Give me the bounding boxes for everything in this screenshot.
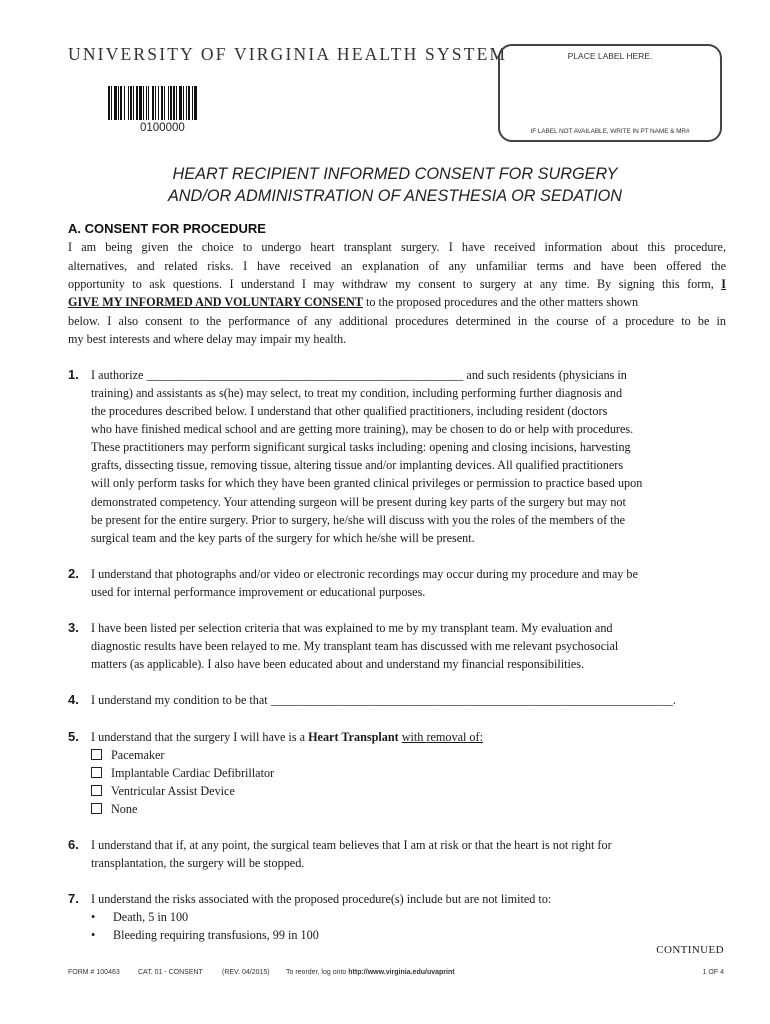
risk-bullet xyxy=(91,908,188,926)
item-number: 5. xyxy=(68,729,79,744)
bullet-icon: • xyxy=(91,928,96,942)
removal-option-label: Pacemaker xyxy=(111,748,165,762)
removal-option[interactable] xyxy=(91,746,164,764)
continued-label: CONTINUED xyxy=(656,944,724,956)
condition-line[interactable]: I understand my condition to be that __________________________________________________________________. xyxy=(91,693,676,707)
risk-bullet xyxy=(91,926,319,944)
removal-option[interactable] xyxy=(91,782,235,800)
item-number: 7. xyxy=(68,891,79,906)
item-1-line: These practitioners may perform significant surgical tasks including: opening and closing incisions, harvesting xyxy=(91,440,631,454)
item-number: 2. xyxy=(68,566,79,581)
footer-reorder-link[interactable]: http://www.virginia.edu/uvaprint xyxy=(348,969,455,976)
item-number: 4. xyxy=(68,692,79,707)
item-2-line: used for internal performance improvement or educational purposes. xyxy=(91,585,426,599)
item-3-line: I have been listed per selection criteria that was explained to me by my transplant team. My evaluation and xyxy=(91,621,613,635)
label-box-instruction: PLACE LABEL HERE. xyxy=(567,51,653,61)
item-5-text: I understand that the surgery I will have is a xyxy=(91,730,309,744)
checkbox[interactable] xyxy=(91,749,102,760)
item-7-line: I understand the risks associated with the proposed procedure(s) include but are not limited to: xyxy=(91,892,552,906)
checkbox[interactable] xyxy=(91,767,102,778)
risk-text: Bleeding requiring transfusions, 99 in 100 xyxy=(113,928,319,942)
checkbox[interactable] xyxy=(91,785,102,796)
intro-text: opportunity to ask questions. I understand I may withdraw my consent to surgery at any time. By signing this form, xyxy=(68,277,722,291)
form-title-line-1: HEART RECIPIENT INFORMED CONSENT FOR SURGERY xyxy=(172,165,618,183)
consent-emphasis: GIVE MY INFORMED AND VOLUNTARY CONSENT xyxy=(68,295,363,309)
section-a-heading: A. CONSENT FOR PROCEDURE xyxy=(68,221,266,236)
item-1-line: surgical team and the key parts of the surgery for which he/she will be present. xyxy=(91,531,475,545)
removal-option[interactable] xyxy=(91,800,137,818)
item-1-line: demonstrated competency. Your attending surgeon will be present during key parts of the surgery but may not xyxy=(91,495,626,509)
barcode xyxy=(108,86,226,120)
intro-line: below. I also consent to the performance of any additional procedures determined in the course of a procedure to be in xyxy=(68,314,726,328)
item-number: 3. xyxy=(68,620,79,635)
intro-line: I am being given the choice to undergo heart transplant surgery. I have received information about this procedure, xyxy=(68,240,726,254)
intro-line: alternatives, and related risks. I have received an explanation of any unfamiliar terms and have been offered the xyxy=(68,259,726,273)
form-title-line-2: AND/OR ADMINISTRATION OF ANESTHESIA OR SEDATION xyxy=(167,187,623,205)
removal-option-label: None xyxy=(111,802,138,816)
barcode-number: 0100000 xyxy=(140,122,185,134)
footer-reorder-text: To reorder, log onto xyxy=(286,969,349,976)
consent-emphasis: I xyxy=(721,277,726,291)
item-2-line: I understand that photographs and/or video or electronic recordings may occur during my procedure and may be xyxy=(91,567,638,581)
item-1-line: will only perform tasks for which they have been granted clinical privileges or permission to practice based upon xyxy=(91,476,643,490)
footer-page-number: 1 OF 4 xyxy=(702,969,724,976)
item-number: 6. xyxy=(68,837,79,852)
item-1-line: training) and assistants as s(he) may select, to treat my condition, including performing further diagnosis and xyxy=(91,386,623,400)
item-number: 1. xyxy=(68,367,79,382)
authorize-line: I authorize ____________________________________________________ and such residents (physicians in xyxy=(91,368,627,382)
intro-line xyxy=(68,293,638,311)
footer-reorder xyxy=(286,969,455,976)
intro-line: my best interests and where delay may impair my health. xyxy=(68,332,347,346)
removal-label: with removal of: xyxy=(401,730,483,744)
footer-revision: (REV. 04/2015) xyxy=(222,969,270,976)
item-1-line: who have finished medical school and are getting more training), may be chosen to do or help with procedures. xyxy=(91,422,634,436)
label-box-fallback-instruction: IF LABEL NOT AVAILABLE, WRITE IN PT NAME & MR# xyxy=(530,128,690,135)
intro-line xyxy=(68,275,726,293)
procedure-name: Heart Transplant xyxy=(308,730,399,744)
footer-form-number: FORM # 100463 xyxy=(68,969,120,976)
removal-option-label: Ventricular Assist Device xyxy=(111,784,235,798)
organization-name: UNIVERSITY OF VIRGINIA HEALTH SYSTEM xyxy=(68,44,508,64)
bullet-icon: • xyxy=(91,910,96,924)
item-1-line: be present for the entire surgery. Prior to surgery, he/she will discuss with you the roles of the members of the xyxy=(91,513,626,527)
removal-option[interactable] xyxy=(91,764,274,782)
item-3-line: matters (as applicable). I also have been educated about and understand my financial responsibilities. xyxy=(91,657,585,671)
removal-option-label: Implantable Cardiac Defibrillator xyxy=(111,766,275,780)
item-1-line: the procedures described below. I understand that other qualified practitioners, including resident (doctors xyxy=(91,404,608,418)
footer-category: CAT. 01 - CONSENT xyxy=(138,969,203,976)
item-6-line: transplantation, the surgery will be stopped. xyxy=(91,856,305,870)
intro-text: to the proposed procedures and the other matters shown xyxy=(362,295,639,309)
item-3-line: diagnostic results have been relayed to me. My transplant team has discussed with me relevant psychosocial xyxy=(91,639,619,653)
item-6-line: I understand that if, at any point, the surgical team believes that I am at risk or that the heart is not right for xyxy=(91,838,612,852)
item-5-line xyxy=(91,728,483,746)
risk-text: Death, 5 in 100 xyxy=(113,910,189,924)
checkbox[interactable] xyxy=(91,803,102,814)
item-1-line: grafts, dissecting tissue, removing tissue, altering tissue and/or implanting devices. All qualified practitioners xyxy=(91,458,624,472)
